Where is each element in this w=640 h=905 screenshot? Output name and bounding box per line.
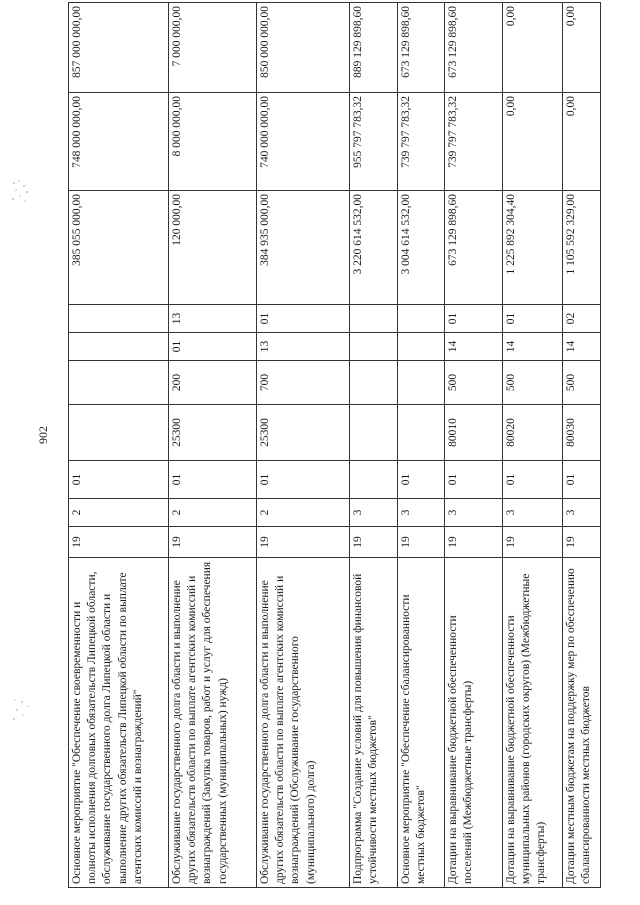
amount-year-3: 889 129 898,60 — [350, 3, 398, 93]
table-row — [398, 3, 445, 888]
amount-year-3: 850 000 000,00 — [257, 3, 350, 93]
row-name: Подпрограмма "Создание условий для повышения финансовой устойчивости местных бюджетов" — [350, 558, 398, 888]
direction-code — [350, 405, 398, 461]
amount-year-2: 748 000 000,00 — [69, 93, 169, 191]
row-name: Дотации на выравнивание бюджетной обеспеченности муниципальных районов (городских округов) (Межбюджетные трансферты) — [503, 558, 563, 888]
page-number: 902 — [36, 426, 50, 444]
amount-year-3: 7 000 000,00 — [169, 3, 257, 93]
direction-code: 80010 — [445, 405, 503, 461]
table-row — [503, 3, 563, 888]
expense-type-code: 500 — [445, 361, 503, 405]
activity-code: 01 — [169, 461, 257, 499]
expense-type-code: 200 — [169, 361, 257, 405]
amount-year-2: 8 000 000,00 — [169, 93, 257, 191]
subprogram-code: 3 — [350, 499, 398, 527]
section-code: 14 — [563, 333, 601, 361]
table-row — [350, 3, 398, 888]
activity-code: 01 — [69, 461, 169, 499]
activity-code — [350, 461, 398, 499]
row-name: Основное мероприятие "Обеспечение сбалансированности местных бюджетов" — [398, 558, 445, 888]
row-name: Основное мероприятие "Обеспечение своевременности и полноты исполнения долговых обязательств Липецкой области, обслуживание государственного долга Липецкой области и выполнение других обязательств Липецкой области по выплате агентских комиссий и вознаграждений" — [69, 558, 169, 888]
section-code: 14 — [503, 333, 563, 361]
activity-code: 01 — [398, 461, 445, 499]
expense-type-code — [350, 361, 398, 405]
direction-code — [69, 405, 169, 461]
activity-code: 01 — [563, 461, 601, 499]
subprogram-code: 3 — [503, 499, 563, 527]
amount-year-2: 739 797 783,32 — [398, 93, 445, 191]
amount-year-1: 385 055 000,00 — [69, 191, 169, 305]
subprogram-code: 3 — [445, 499, 503, 527]
direction-code — [398, 405, 445, 461]
direction-code: 25300 — [257, 405, 350, 461]
expense-type-code: 500 — [563, 361, 601, 405]
direction-code: 80020 — [503, 405, 563, 461]
direction-code: 25300 — [169, 405, 257, 461]
amount-year-3: 673 129 898,60 — [398, 3, 445, 93]
subsection-code — [350, 305, 398, 333]
program-code: 19 — [563, 527, 601, 558]
program-code: 19 — [503, 527, 563, 558]
expense-type-code — [69, 361, 169, 405]
amount-year-2: 739 797 783,32 — [445, 93, 503, 191]
section-code: 13 — [257, 333, 350, 361]
activity-code: 01 — [257, 461, 350, 499]
amount-year-1: 120 000,00 — [169, 191, 257, 305]
row-name: Обслуживание государственного долга области и выполнение других обязательств области по выплате агентских комиссий и вознаграждений (Обслуживание государственного (муниципального) долга) — [257, 558, 350, 888]
activity-code: 01 — [503, 461, 563, 499]
amount-year-1: 384 935 000,00 — [257, 191, 350, 305]
row-name: Обслуживание государственного долга области и выполнение других обязательств области по выплате агентских комиссий и вознаграждений (Закупка товаров, работ и услуг для обеспечения государственных (муниципальных) нужд) — [169, 558, 257, 888]
subsection-code: 01 — [257, 305, 350, 333]
table-row — [69, 3, 169, 888]
activity-code: 01 — [445, 461, 503, 499]
budget-table — [68, 2, 601, 888]
section-code: 14 — [445, 333, 503, 361]
scan-smudge-mark — [10, 178, 32, 204]
table-row — [257, 3, 350, 888]
amount-year-3: 0,00 — [563, 3, 601, 93]
amount-year-1: 3 220 614 532,00 — [350, 191, 398, 305]
amount-year-1: 1 225 892 304,40 — [503, 191, 563, 305]
expense-type-code: 500 — [503, 361, 563, 405]
subsection-code: 13 — [169, 305, 257, 333]
subsection-code: 02 — [563, 305, 601, 333]
program-code: 19 — [445, 527, 503, 558]
amount-year-3: 857 000 000,00 — [69, 3, 169, 93]
amount-year-3: 0,00 — [503, 3, 563, 93]
amount-year-1: 673 129 898,60 — [445, 191, 503, 305]
subsection-code: 01 — [503, 305, 563, 333]
subsection-code — [69, 305, 169, 333]
amount-year-2: 0,00 — [503, 93, 563, 191]
row-name: Дотации местным бюджетам на поддержку мер по обеспечению сбалансированности местных бюджетов — [563, 558, 601, 888]
section-code — [69, 333, 169, 361]
scan-smudge-mark — [10, 696, 32, 722]
amount-year-3: 673 129 898,60 — [445, 3, 503, 93]
table-row — [169, 3, 257, 888]
subprogram-code: 3 — [398, 499, 445, 527]
program-code: 19 — [398, 527, 445, 558]
subsection-code — [398, 305, 445, 333]
subprogram-code: 2 — [257, 499, 350, 527]
budget-table-rotated — [68, 6, 600, 888]
program-code: 19 — [169, 527, 257, 558]
subsection-code: 01 — [445, 305, 503, 333]
amount-year-2: 0,00 — [563, 93, 601, 191]
row-name: Дотации на выравнивание бюджетной обеспеченности поселений (Межбюджетные трансферты) — [445, 558, 503, 888]
table-row — [563, 3, 601, 888]
subprogram-code: 2 — [69, 499, 169, 527]
amount-year-1: 3 004 614 532,00 — [398, 191, 445, 305]
subprogram-code: 3 — [563, 499, 601, 527]
section-code — [398, 333, 445, 361]
section-code: 01 — [169, 333, 257, 361]
amount-year-1: 1 105 592 329,00 — [563, 191, 601, 305]
program-code: 19 — [257, 527, 350, 558]
table-row — [445, 3, 503, 888]
expense-type-code: 700 — [257, 361, 350, 405]
section-code — [350, 333, 398, 361]
expense-type-code — [398, 361, 445, 405]
amount-year-2: 740 000 000,00 — [257, 93, 350, 191]
amount-year-2: 955 797 783,32 — [350, 93, 398, 191]
program-code: 19 — [69, 527, 169, 558]
program-code: 19 — [350, 527, 398, 558]
direction-code: 80030 — [563, 405, 601, 461]
subprogram-code: 2 — [169, 499, 257, 527]
